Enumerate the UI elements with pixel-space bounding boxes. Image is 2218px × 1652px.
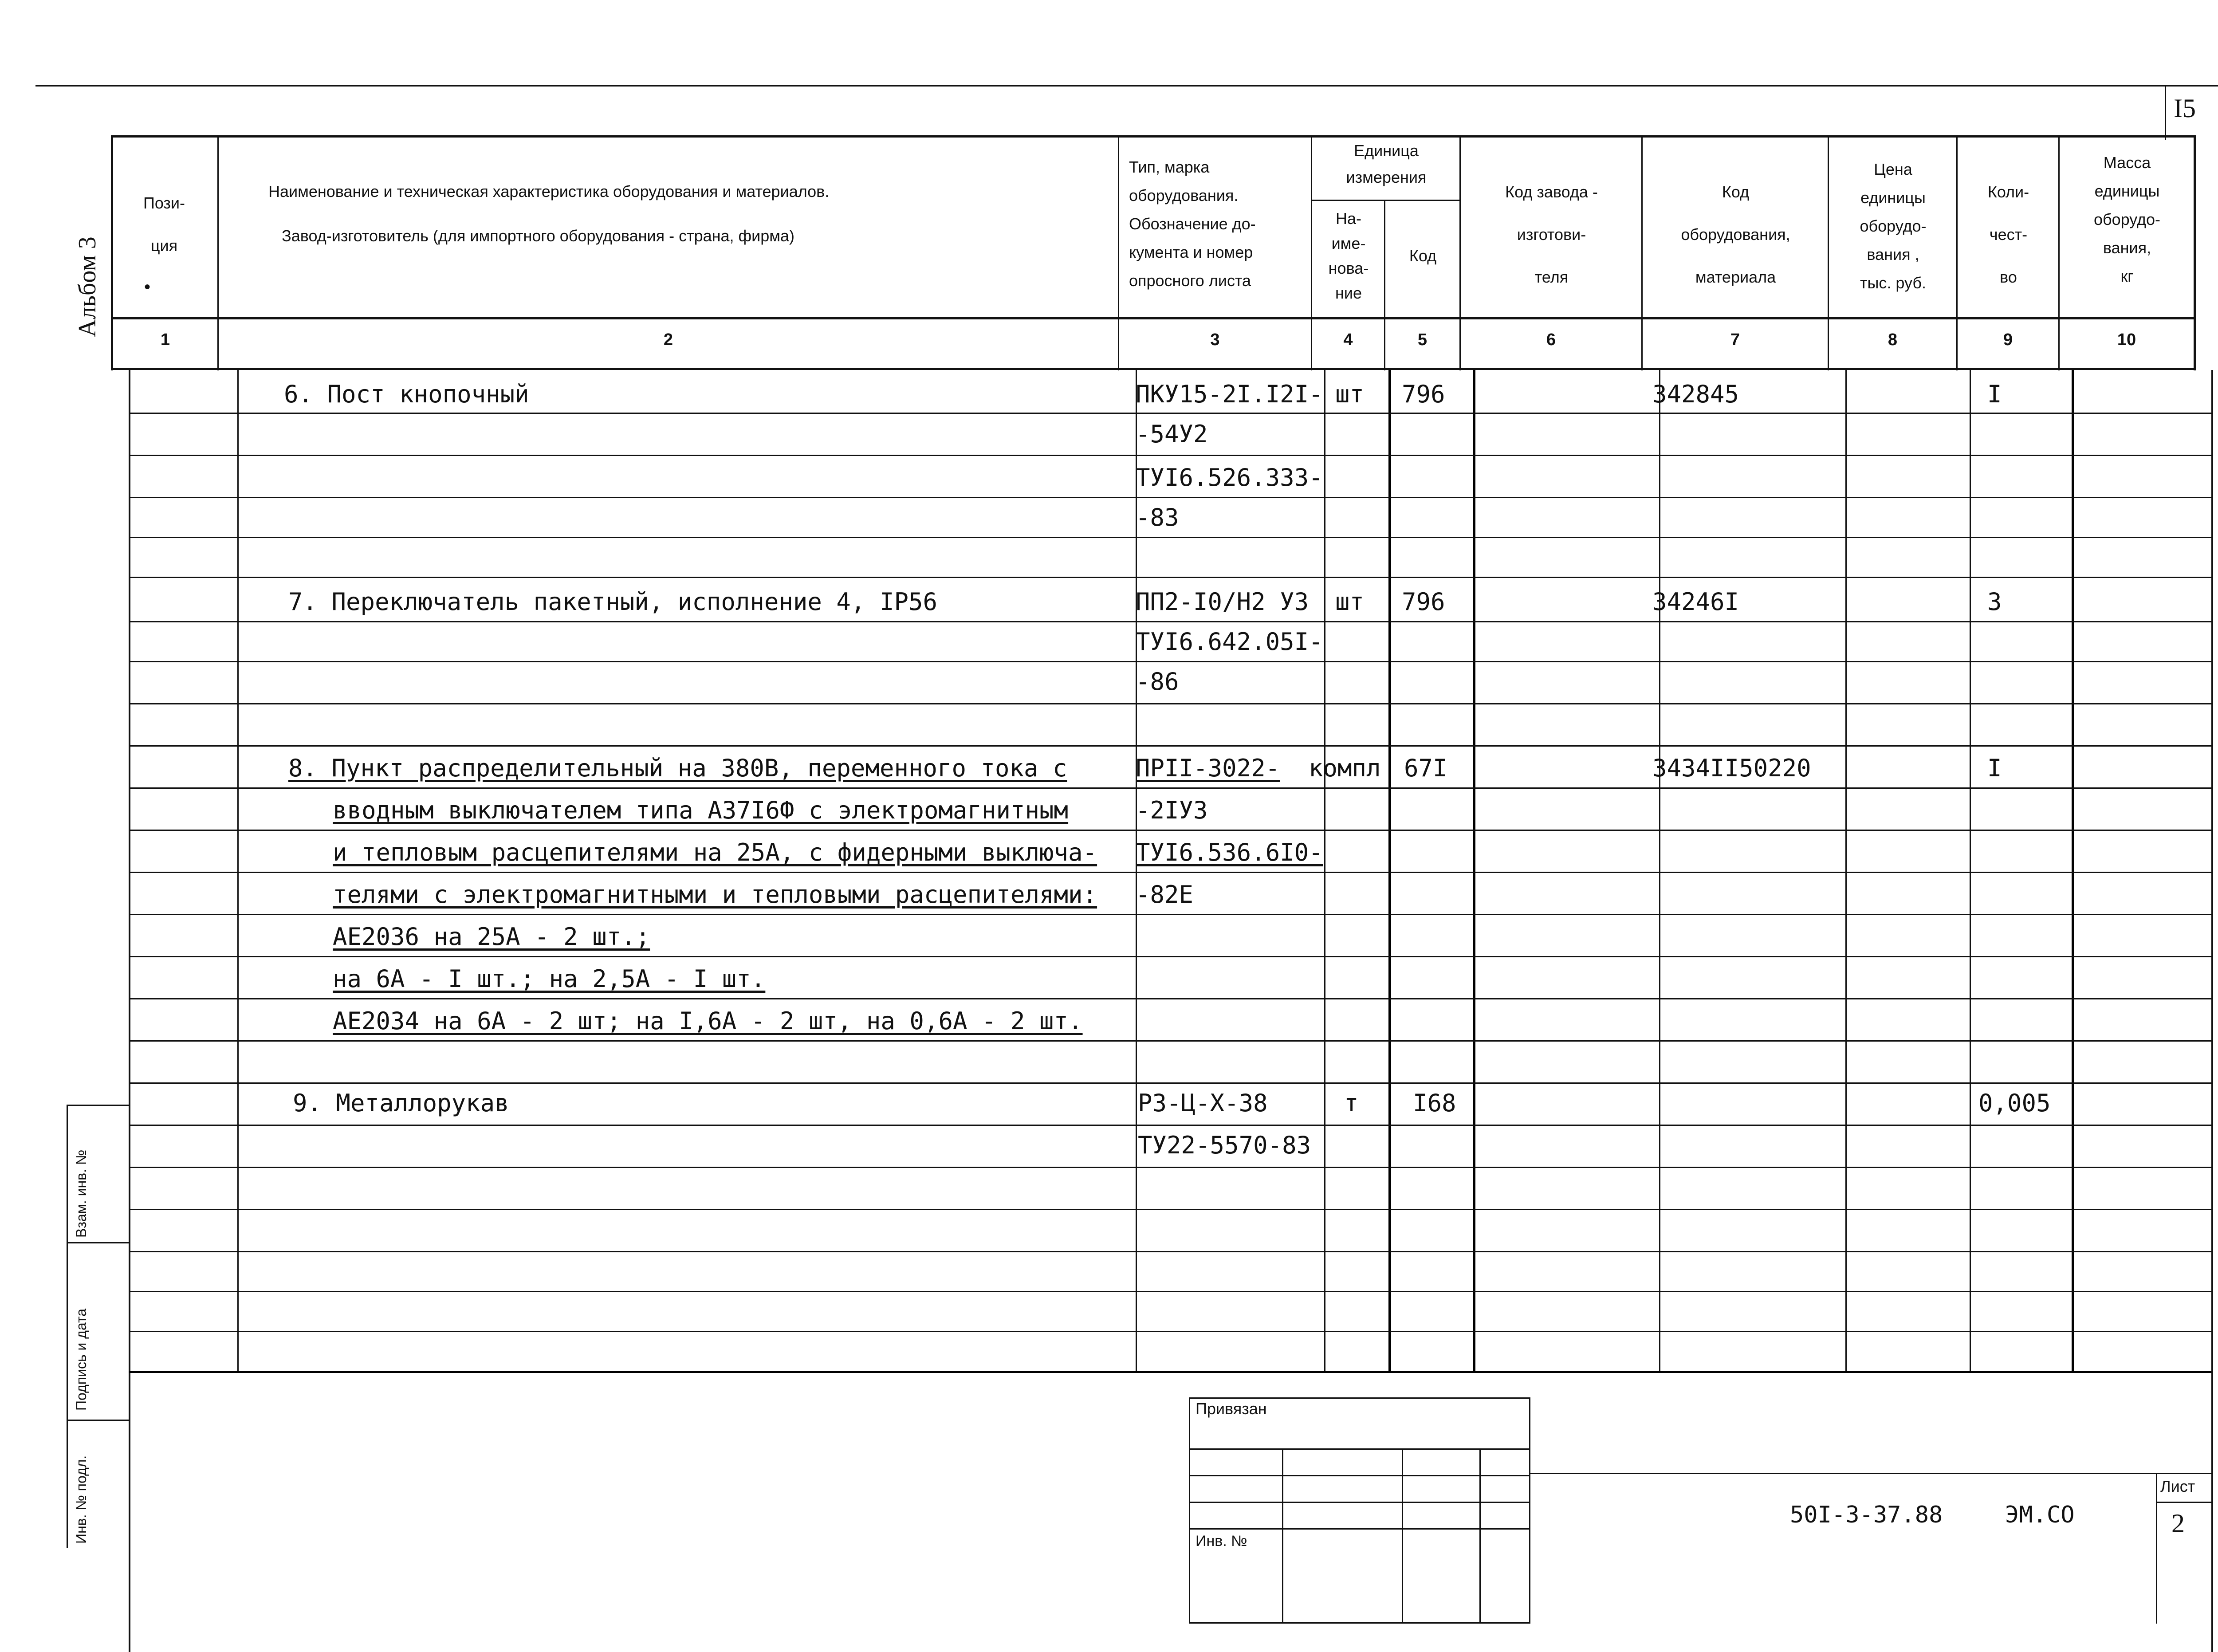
colnum-9: 9 <box>2003 330 2013 349</box>
body-v-6 <box>1659 370 1660 1373</box>
colnum-1: 1 <box>160 330 170 349</box>
row-name: и тепловым расцепителями на 25А, с фидерными выключа- <box>333 838 1097 866</box>
header-mass: Масса единицы оборудо- вания, кг <box>2093 153 2161 285</box>
row-name: телями с электромагнитными и тепловыми расцепителями: <box>333 881 1097 909</box>
row-line-8 <box>129 703 2211 704</box>
colnum-bottom-line <box>111 368 2196 370</box>
header-name-line1: Наименование и техническая характеристика оборудования и материалов. <box>268 182 830 201</box>
row-unit: т <box>1344 1089 1359 1117</box>
header-name-line2: Завод-изготовитель (для импортного оборудования - страна, фирма) <box>282 227 795 245</box>
colnum-2: 2 <box>663 330 673 349</box>
body-v-9 <box>2072 370 2074 1373</box>
row-type: -86 <box>1136 668 1179 696</box>
row-line-23 <box>129 1331 2211 1332</box>
row-type: ТУI6.642.05I- <box>1136 628 1323 656</box>
row-equip-code: 342845 <box>1652 380 1739 408</box>
body-v-4 <box>1388 370 1391 1373</box>
attached-v-1 <box>1282 1448 1283 1624</box>
body-v-8 <box>1970 370 1971 1373</box>
colnum-4: 4 <box>1343 330 1353 349</box>
row-type: ПКУ15-2I.I2I- <box>1136 380 1323 408</box>
header-unit-group: Единица измерения <box>1346 142 1427 186</box>
row-line-19 <box>129 1167 2211 1168</box>
row-qty: I <box>1987 754 2002 782</box>
table-top-line <box>111 135 2196 138</box>
header-position: Пози- ция <box>143 194 185 255</box>
body-v-7 <box>1845 370 1847 1373</box>
row-qty: 0,005 <box>1978 1089 2051 1117</box>
row-unit: шт <box>1335 380 1365 408</box>
row-type: -2IУ3 <box>1136 796 1208 824</box>
row-code: 796 <box>1402 588 1445 616</box>
body-v-3 <box>1324 370 1325 1373</box>
stamp-h-3 <box>67 1420 129 1421</box>
row-line-9 <box>129 745 2211 747</box>
row-equip-code: 3434II50220 <box>1652 754 1811 782</box>
stamp-v-outer <box>67 1105 68 1548</box>
row-line-20 <box>129 1209 2211 1210</box>
header-unit-code: Код <box>1409 247 1437 265</box>
row-unit: компл <box>1309 754 1381 782</box>
header-quantity: Коли- чест- во <box>1987 183 2029 286</box>
row-name: вводным выключателем типа А37I6Ф с электромагнитным <box>333 796 1069 824</box>
hdr-v-right <box>2194 135 2196 370</box>
row-qty: 3 <box>1987 588 2002 616</box>
row-name: АЕ2036 на 25А - 2 шт.; <box>333 923 650 951</box>
attached-v-3 <box>1479 1448 1481 1624</box>
header-bottom-line <box>111 317 2196 319</box>
row-type: ТУ22-5570-83 <box>1138 1131 1311 1159</box>
colnum-3: 3 <box>1210 330 1220 349</box>
header-equipment-code: Код оборудования, материала <box>1681 183 1790 286</box>
row-line-21 <box>129 1251 2211 1252</box>
row-name: 7. Переключатель пакетный, исполнение 4, IP56 <box>288 588 937 616</box>
document-mark: ЭМ.СО <box>2005 1502 2075 1528</box>
row-name: 8. Пункт распределительный на 380В, переменного тока с <box>288 754 1067 782</box>
attached-v-2 <box>1402 1448 1403 1624</box>
row-name: 6. Пост кнопочный <box>284 380 529 408</box>
row-name: 9. Металлорукав <box>293 1089 509 1117</box>
row-type: -54У2 <box>1136 420 1208 448</box>
sheet-number: 2 <box>2171 1509 2185 1538</box>
row-line-5 <box>129 577 2211 578</box>
sheet-box-divider <box>2156 1502 2211 1503</box>
stamp-h-1 <box>67 1105 129 1106</box>
row-type: ПП2-I0/H2 У3 <box>1136 588 1309 616</box>
row-type: -83 <box>1136 503 1179 531</box>
attached-label: Привязан <box>1196 1400 1267 1418</box>
colnum-8: 8 <box>1888 330 1898 349</box>
page-number-box-left <box>2165 87 2166 140</box>
album-label: Альбом 3 <box>74 236 101 337</box>
table-bottom-line <box>129 1371 2211 1373</box>
row-type: ТУI6.526.333- <box>1136 464 1323 492</box>
colnum-5: 5 <box>1417 330 1428 349</box>
row-type: -82Е <box>1136 881 1194 909</box>
row-line-22 <box>129 1291 2211 1292</box>
body-v-5 <box>1473 370 1475 1373</box>
row-code: I68 <box>1413 1089 1456 1117</box>
row-code: 796 <box>1402 380 1445 408</box>
colnum-7: 7 <box>1730 330 1740 349</box>
attached-inv-no: Инв. № <box>1196 1533 1247 1550</box>
row-qty: I <box>1987 380 2002 408</box>
stamp-inv-orig: Инв. № подл. <box>73 1455 89 1544</box>
header-type: Тип, марка оборудования. Обозначение до- кумента и номер опросного листа <box>1129 158 1256 290</box>
row-equip-code: 34246I <box>1652 588 1739 616</box>
row-name: на 6А - I шт.; на 2,5А - I шт. <box>333 965 766 993</box>
document-code: 50I-3-37.88 <box>1790 1502 1943 1528</box>
stamp-signature-date: Подпись и дата <box>73 1308 89 1411</box>
colnum-10: 10 <box>2117 330 2136 349</box>
stamp-h-2 <box>67 1242 129 1243</box>
title-block-top <box>1530 1473 2211 1474</box>
header-unit-name: На- име- нова- ние <box>1328 209 1369 302</box>
body-v-1 <box>237 370 239 1373</box>
sheet-box-left <box>2156 1473 2157 1624</box>
body-v-right <box>2211 370 2213 1652</box>
stamp-inv-subst: Взам. инв. № <box>73 1149 89 1238</box>
row-name: АЕ2034 на 6А - 2 шт; на I,6А - 2 шт, на 0,6А - 2 шт. <box>333 1007 1083 1035</box>
header-price: Цена единицы оборудо- вания , тыс. руб. <box>1860 160 1927 292</box>
row-type: Р3-Ц-Х-38 <box>1138 1089 1268 1117</box>
row-type: ТУI6.536.6I0- <box>1136 838 1323 866</box>
page-number: I5 <box>2174 94 2196 123</box>
row-code: 67I <box>1404 754 1447 782</box>
colnum-6: 6 <box>1546 330 1556 349</box>
row-unit: шт <box>1335 588 1365 616</box>
top-rule <box>35 85 2218 87</box>
header-factory-code: Код завода - изготови- теля <box>1505 183 1598 286</box>
row-type: ПРII-3022- <box>1136 754 1280 782</box>
body-v-left <box>129 370 130 1652</box>
sheet-label: Лист <box>2160 1477 2195 1495</box>
header-position-mark: • <box>144 277 151 297</box>
